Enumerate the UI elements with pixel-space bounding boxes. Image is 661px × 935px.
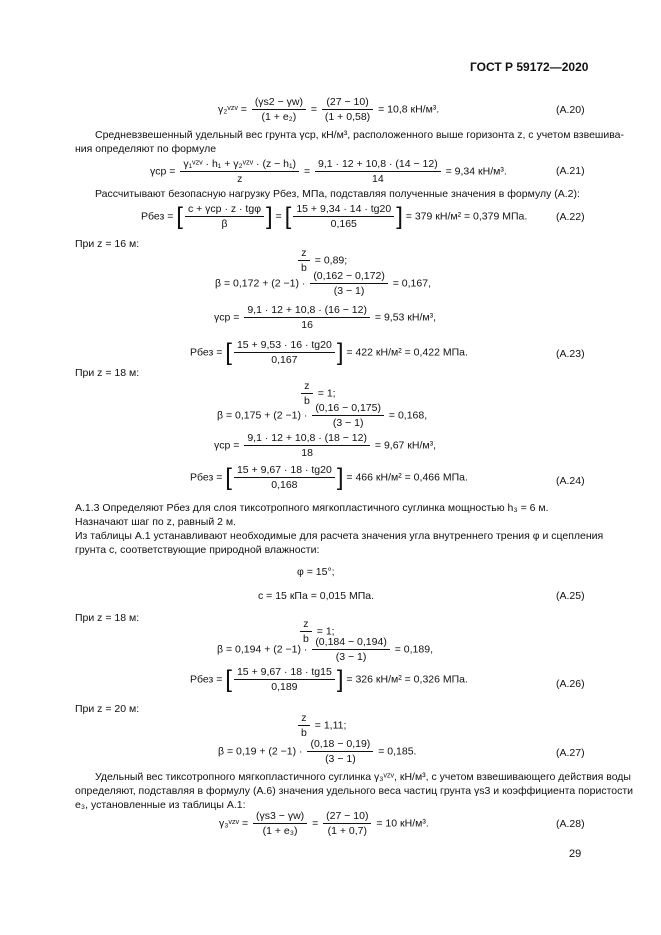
numerator: 15 + 9,67 · 18 · tg20 bbox=[234, 464, 335, 478]
numerator: c + γср · z · tgφ bbox=[185, 203, 264, 217]
denominator: 0,189 bbox=[271, 681, 298, 693]
paragraph: Из таблицы А.1 устанавливают необходимые для расчета значения угла внутреннего трения φ и сцепления bbox=[75, 530, 604, 542]
formula-a27 bbox=[218, 738, 416, 765]
denominator: b bbox=[304, 395, 310, 407]
denominator: z bbox=[237, 173, 243, 185]
numerator: (0,16 − 0,175) bbox=[312, 402, 384, 416]
paragraph: При z = 18 м: bbox=[75, 367, 140, 379]
denominator: b bbox=[301, 727, 307, 739]
denominator: b bbox=[301, 262, 307, 274]
formula-a24: Pбез = [ $\frac{15 + 9,67 \cdot 18 \cdot tg20}{0,168}$ ] = 466 кН/м² = 0,466 МПа. bbox=[190, 463, 468, 491]
equation-number: (A.22) bbox=[556, 211, 585, 223]
denominator: 0,167 bbox=[271, 354, 298, 366]
equation-number: (A.28) bbox=[556, 818, 585, 830]
numerator: 9,1 · 12 + 10,8 · (14 − 12) bbox=[315, 158, 441, 172]
formula-result: = 10 кН/м³. bbox=[376, 817, 429, 830]
formula-result: = 10,8 кН/м³. bbox=[378, 103, 440, 116]
formula-result: = 466 кН/м² = 0,466 МПа. bbox=[346, 471, 468, 484]
formula-lhs: γср = bbox=[150, 165, 176, 178]
formula-result: = 9,53 кН/м³, bbox=[374, 311, 437, 324]
equation-number: (A.21) bbox=[556, 165, 585, 177]
denominator: 14 bbox=[372, 173, 384, 185]
denominator: (3 − 1) bbox=[332, 417, 364, 429]
numerator: (27 − 10) bbox=[323, 810, 371, 824]
formula-a22: Pбез = [ $\frac{\text{c + γср · z · tgφ}}{\beta}$ ] = [ $\frac{15 + 9,34 \cdot 14 \cdot tg20}{0,165}$ ] = 379 кН/м² = 0,379 МПа. bbox=[141, 202, 528, 230]
equation-number: (A.27) bbox=[556, 747, 585, 759]
formula-lhs: Pбез = bbox=[190, 673, 223, 686]
formula-a20: γ₂ᵛᶻᵛ = $\frac{(\gamma s2 - \gamma w)}{\text{(1 + e₂)}}$ = $\frac{(27 - 10)}{(1 + 0,58)}$ = 10,8 кН/м³. bbox=[218, 96, 440, 123]
numerator: 9,1 · 12 + 10,8 · (18 − 12) bbox=[244, 432, 370, 446]
paragraph: Средневзвешенный удельный вес грунта γср, кН/м³, расположенного выше горизонта z, с учетом взвешива- bbox=[95, 129, 625, 141]
paragraph: При z = 20 м: bbox=[75, 703, 140, 715]
denominator: (1 + e₃) bbox=[262, 825, 298, 837]
formula-result: = 1; bbox=[316, 625, 335, 638]
formula-a25: c = 15 кПа = 0,015 МПа. bbox=[258, 590, 375, 602]
denominator: (1 + e₂) bbox=[261, 111, 297, 123]
formula-result: = 1; bbox=[317, 387, 336, 400]
ratio-z-b bbox=[296, 712, 346, 739]
formula-gamma bbox=[214, 432, 436, 459]
formula-lhs: Pбез = bbox=[190, 471, 223, 484]
formula-beta bbox=[217, 402, 427, 429]
paragraph: Удельный вес тиксотропного мягкопластичного суглинка γ₃ᵛᶻᵛ, кН/м³, с учетом взвешивающего действия воды bbox=[95, 771, 631, 783]
numerator: 15 + 9,53 · 16 · tg20 bbox=[234, 339, 335, 353]
equation-number: (A.24) bbox=[556, 475, 585, 487]
denominator: β bbox=[221, 218, 228, 230]
numerator: (0,18 − 0,19) bbox=[307, 738, 373, 752]
formula-lhs: β = 0,175 + (2 −1) · bbox=[217, 409, 308, 422]
formula-gamma bbox=[214, 304, 436, 331]
formula-beta bbox=[217, 636, 433, 663]
formula-result: = 379 кН/м² = 0,379 МПа. bbox=[405, 210, 528, 223]
formula-result: = 9,67 кН/м³, bbox=[374, 439, 437, 452]
formula-phi: φ = 15°; bbox=[297, 566, 335, 578]
numerator: 9,1 · 12 + 10,8 · (16 − 12) bbox=[244, 304, 370, 318]
paragraph: определяют, подставляя в формулу (А.6) значения удельного веса частиц грунта γs3 и коэффициента пористости bbox=[75, 785, 634, 797]
denominator: 0,165 bbox=[330, 218, 357, 230]
numerator: 15 + 9,67 · 18 · tg15 bbox=[234, 666, 335, 680]
formula-lhs: Pбез = bbox=[190, 346, 223, 359]
formula-result: = 0,189, bbox=[394, 643, 433, 656]
numerator: (0,184 − 0,194) bbox=[312, 636, 390, 650]
formula-result: = 0,185. bbox=[378, 745, 417, 758]
denominator: 18 bbox=[301, 447, 313, 459]
numerator: (0,162 − 0,172) bbox=[310, 270, 388, 284]
equation-number: (A.20) bbox=[556, 104, 585, 116]
formula-lhs: γ₂ᵛᶻᵛ = bbox=[218, 103, 247, 116]
formula-lhs: Pбез = bbox=[141, 210, 174, 223]
formula-lhs: γср = bbox=[214, 311, 240, 324]
denominator: 16 bbox=[301, 319, 313, 331]
paragraph: При z = 16 м: bbox=[75, 238, 140, 250]
equation-number: (A.25) bbox=[556, 590, 585, 602]
formula-result: = 0,168, bbox=[388, 409, 428, 422]
numerator: (27 − 10) bbox=[322, 96, 373, 110]
numerator: (γs3 − γw) bbox=[253, 810, 307, 824]
denominator: b bbox=[303, 633, 309, 645]
formula-result: = 0,89; bbox=[314, 254, 348, 267]
denominator: (3 − 1) bbox=[335, 651, 367, 663]
paragraph: Назначают шаг по z, равный 2 м. bbox=[75, 516, 237, 528]
formula-result: = 1,11; bbox=[314, 719, 347, 732]
formula-result: = 0,167, bbox=[392, 277, 431, 290]
page-number: 29 bbox=[569, 848, 582, 860]
paragraph: А.1.3 Определяют Pбез для слоя тиксотропного мягкопластичного суглинка мощностью h₃ = 6 м. bbox=[75, 502, 549, 514]
formula-lhs: β = 0,172 + (2 −1) · bbox=[215, 277, 306, 290]
standard-header: ГОСТ Р 59172—2020 bbox=[470, 60, 589, 74]
formula-result: = 9,34 кН/м³. bbox=[445, 165, 507, 178]
denominator: (3 − 1) bbox=[333, 285, 365, 297]
formula-a28: γ₃ᵛᶻᵛ = $\frac{(\gamma s3 - \gamma w)}{\text{(1 + e₃)}}$ = $\frac{(27 - 10)}{(1 + 0,7)}$ = 10 кН/м³. bbox=[219, 810, 429, 837]
paragraph: Рассчитывают безопасную нагрузку Pбез, МПа, подставляя полученные значения в формулу (А.2): bbox=[95, 188, 580, 200]
formula-a23: Pбез = [ $\frac{15 + 9,53 \cdot 16 \cdot tg20}{0,167}$ ] = 422 кН/м² = 0,422 МПа. bbox=[190, 338, 468, 366]
paragraph: грунта c, соответствующие природной влажности: bbox=[75, 544, 320, 556]
formula-beta bbox=[215, 270, 431, 297]
numerator: z bbox=[298, 712, 310, 726]
formula-result: = 326 кН/м² = 0,326 МПа. bbox=[346, 673, 468, 686]
numerator: γ₁ᵛᶻᵛ · h₁ + γ₂ᵛᶻᵛ · (z − h₁) bbox=[180, 158, 299, 172]
denominator: (1 + 0,58) bbox=[324, 111, 371, 123]
formula-a26: Pбез = [ $\frac{15 + 9,67 \cdot 18 \cdot tg15}{0,189}$ ] = 326 кН/м² = 0,326 МПа. bbox=[190, 665, 468, 693]
formula-result: = 422 кН/м² = 0,422 МПа. bbox=[346, 346, 468, 359]
paragraph: ния определяют по формуле bbox=[75, 143, 217, 155]
numerator: 15 + 9,34 · 14 · tg20 bbox=[293, 203, 394, 217]
denominator: (1 + 0,7) bbox=[327, 825, 367, 837]
numerator: z bbox=[301, 380, 313, 394]
denominator: 0,168 bbox=[271, 479, 298, 491]
formula-a21: γср = $\frac{\text{γ₁ᵛᶻᵛ · h₁ + γ₂ᵛᶻᵛ · (z − h₁)}}{z}$ = $\frac{9,1 \cdot 12 + 10,8 \cdot (14 - 12)}{14}$ = 9,34 кН/м³. bbox=[150, 158, 507, 185]
formula-lhs: γ₃ᵛᶻᵛ = bbox=[219, 817, 249, 830]
numerator: z bbox=[298, 247, 310, 261]
formula-lhs: β = 0,19 + (2 −1) · bbox=[218, 745, 303, 758]
equation-number: (A.23) bbox=[556, 348, 585, 360]
paragraph: При z = 18 м: bbox=[75, 612, 140, 624]
denominator: (3 − 1) bbox=[325, 753, 356, 765]
numerator: z bbox=[300, 618, 312, 632]
numerator: (γs2 − γw) bbox=[252, 96, 306, 110]
formula-lhs: γср = bbox=[214, 439, 240, 452]
equation-number: (A.26) bbox=[556, 678, 585, 690]
paragraph: e₃, установленные из таблицы А.1: bbox=[75, 799, 246, 811]
formula-lhs: β = 0,194 + (2 −1) · bbox=[217, 643, 308, 656]
